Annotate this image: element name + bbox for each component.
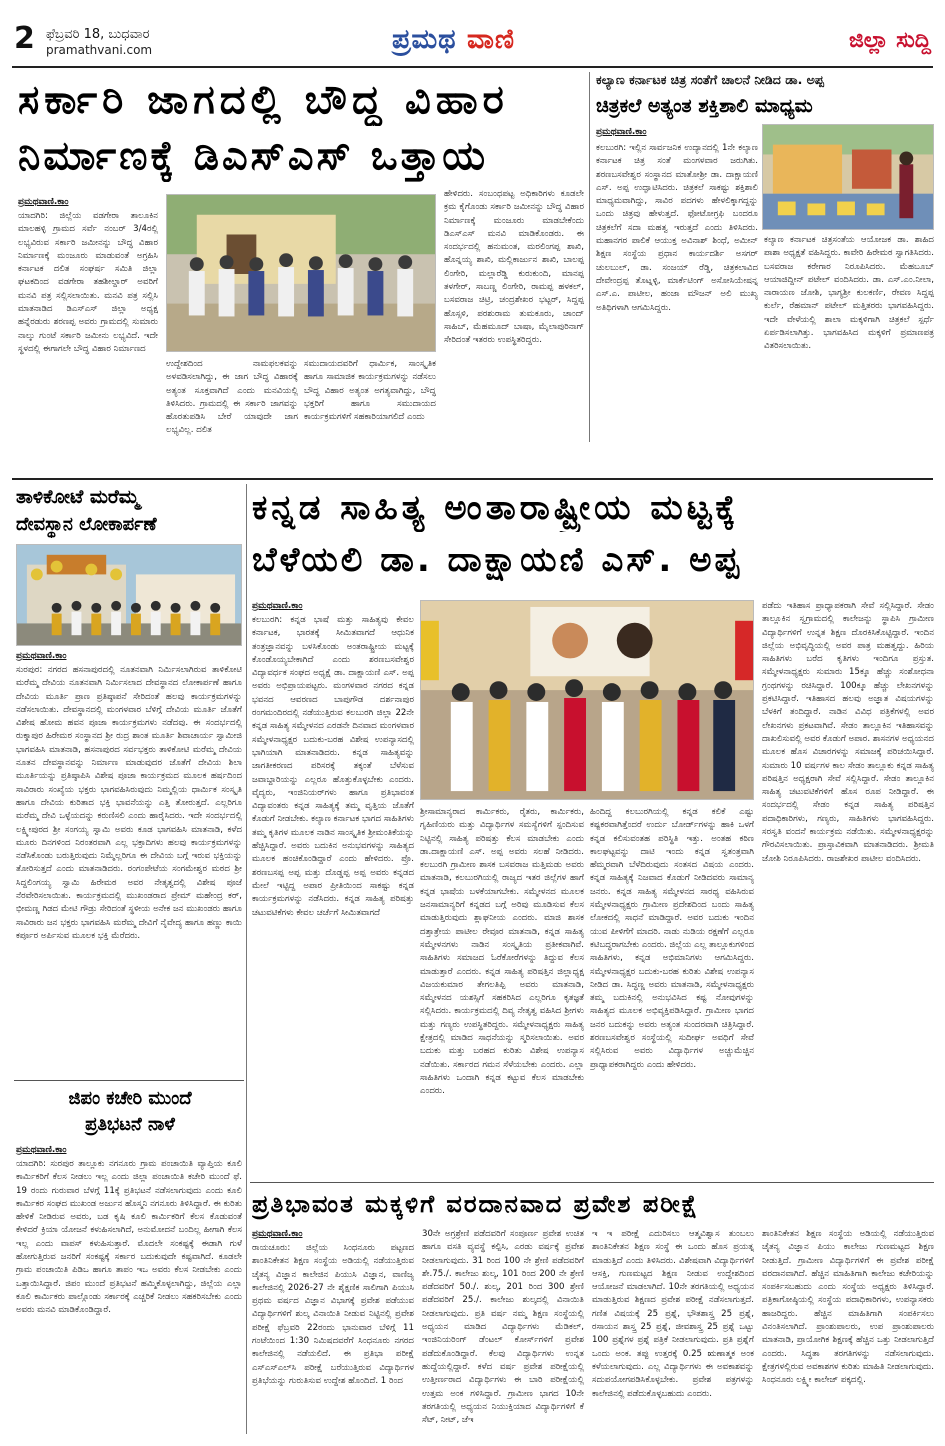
vertical-divider-top <box>589 72 590 442</box>
article6-rule <box>250 1182 934 1183</box>
article5-headline-line2: ಬೆಳೆಯಲಿ ಡಾ. ದಾಕ್ಷಾಯಣಿ ಎಸ್. ಅಪ್ಪ <box>252 540 742 580</box>
article4-rule <box>14 1080 244 1081</box>
article5-byline: ಪ್ರಮಥವಾಣಿ.ಕಾಂ <box>252 601 303 611</box>
article2-headline-line1: ಕಲ್ಯಾಣ ಕರ್ನಾಟಕ ಚಿತ್ರ ಸಂತೆಗೆ ಚಾಲನೆ ನೀಡಿದ ಡಾ. ಅಪ್ಪ <box>596 72 824 87</box>
section-label: ಜಿಲ್ಲಾ ಸುದ್ದಿ <box>849 28 931 53</box>
article4-body: ಯಾದಗಿರಿ: ಸುರಪುರ ತಾಲ್ಲೂಕು ನಗನೂರು ಗ್ರಾಮ ಪಂಚಾಯಿತಿ ವ್ಯಾಪ್ತಿಯ ಕೂಲಿ ಕಾರ್ಮಿಕರಿಗೆ ಕೆಲಸ ನೀಡಲು ಇಲ್ಲ ಎಂದು ಜಿಲ್ಲಾ ಪಂಚಾಯಿತಿ ಕಚೇರಿ ಮುಂದೆ ಫೆ. 19 ರಂದು ಗುರುವಾರ ಬೆಳಗ್ಗೆ 11ಕ್ಕೆ ಪ್ರತಿಭಟನೆ ನಡೆಸಲಾಗುವುದು ಎಂದು ಕೂಲಿ ಕಾರ್ಮಿಕರ ಸಂಘದ ಮುಖಂಡ ಅರ್ಜುನ ಹೊಸ್ಮನಿ ನಗನೂರು ತಿಳಿಸಿದ್ದಾರೆ. ಈ ಕುರಿತು ಹೇಳಿಕೆ ನೀಡಿರುವ ಅವರು, ಬಡ ಕೃಷಿ ಕೂಲಿ ಕಾರ್ಮಿಕರಿಗೆ ಕೆಲಸ ಕೊಡುವಂತೆ ಕೇಳಿದರೆ ಕ್ರಿಯಾ ಯೋಜನೆ ಕಳುಹಿಸಲಾಗಿದೆ, ಅನುಮೋದನೆ ಬಂದಿಲ್ಲ ಹೀಗಾಗಿ ಕೆಲಸ ಇಲ್ಲ ಎಂದು ವಾಪಸ್ ಕಳುಹಿಸುತ್ತಾರೆ. ಮೊದಲೇ ಸಂಕಷ್ಟಕ್ಕೆ ಈಡಾಗಿ ಗುಳೆ ಹೋಗುತ್ತಿರುವ ಜನರಿಗೆ ಸಂಕಷ್ಟಕ್ಕೆ ಸರ್ಕಾರ ಬದುಕುವುದೇ ಕಷ್ಟವಾಗಿದೆ. ಕೂಡಲೇ ಗ್ರಾಮ ಪಂಚಾಯಿತಿ ಪಿಡಿಒ ಹಾಗೂ ತಾಪಂ ಇಒ ಅವರು ಕೆಲಸ ನೀಡಬೇಕು ಎಂದು ಒತ್ತಾಯಿಸಿದ್ದಾರೆ. ಜಿಪಂ ಮುಂದೆ ಪ್ರತಿಭಟನೆ ಹಮ್ಮಿಕೊಳ್ಳಲಾಗಿದ್ದು, ಜಿಲ್ಲೆಯ ಎಲ್ಲಾ ಕೂಲಿ ಕಾರ್ಮಿಕರು ಪಾಲ್ಗೊಂಡು ಸರ್ಕಾರಕ್ಕೆ ಎಚ್ಚರಿಕೆ ನೀಡಲು ಸಹಕರಿಸಬೇಕು ಎಂದು ಅವರು ಮನವಿ ಮಾಡಿಕೊಂಡಿದ್ದಾರೆ. <box>16 1159 242 1316</box>
article2-headline-line2: ಚಿತ್ರಕಲೆ ಅತ್ಯಂತ ಶಕ್ತಿಶಾಲಿ ಮಾಧ್ಯಮ <box>596 95 813 117</box>
issue-date: ಫೆಬ್ರವರಿ 18, ಬುಧವಾರ <box>46 27 150 42</box>
article6-col4: ಶಾಂತಿನಿಕೇತನ ಶಿಕ್ಷಣ ಸಂಸ್ಥೆಯ ಅಡಿಯಲ್ಲಿ ನಡೆಯುತ್ತಿರುವ ಚೈತನ್ಯ ವಿಜ್ಞಾನ ಪಿಯು ಕಾಲೇಜು ಗುಣಮಟ್ಟದ ಶಿಕ್ಷಣ ನೀಡುತ್ತಿದೆ. ಗ್ರಾಮೀಣ ವಿದ್ಯಾರ್ಥಿಗಳಿಗೆ ಈ ಪ್ರವೇಶ ಪರೀಕ್ಷೆ ವರದಾನವಾಗಿದೆ. ಹೆಚ್ಚಿನ ಮಾಹಿತಿಗಾಗಿ ಕಾಲೇಜು ಕಚೇರಿಯನ್ನು ಸಂಪರ್ಕಿಸಬಹುದು ಎಂದು ಸಂಸ್ಥೆಯ ಅಧ್ಯಕ್ಷರು ತಿಳಿಸಿದ್ದಾರೆ. ಪತ್ರಿಕಾಗೋಷ್ಠಿಯಲ್ಲಿ ಸಂಸ್ಥೆಯ ಪದಾಧಿಕಾರಿಗಳು, ಉಪನ್ಯಾಸಕರು ಹಾಜರಿದ್ದರು. ಹೆಚ್ಚಿನ ಮಾಹಿತಿಗಾಗಿ ಸಂಪರ್ಕಿಸಲು ವಿನಂತಿಸಲಾಗಿದೆ. ಪ್ರಾಂಶುಪಾಲರು, ಉಪ ಪ್ರಾಂಶುಪಾಲರು ಮಾತನಾಡಿ, ಪ್ರಾಯೋಗಿಕ ಶಿಕ್ಷಣಕ್ಕೆ ಹೆಚ್ಚಿನ ಒತ್ತು ನೀಡಲಾಗುತ್ತಿದೆ ಎಂದರು. ಸಿದ್ಧತಾ ತರಗತಿಗಳನ್ನು ನಡೆಸಲಾಗುವುದು. ಕ್ಷೇತ್ರಗಳಲ್ಲಿರುವ ಅವಕಾಶಗಳ ಕುರಿತು ಮಾಹಿತಿ ನೀಡಲಾಗುವುದು. ಸಿಂಧನೂರು ಲಕ್ಷ್ಮೀ ಕಾಲೇಜ್ ಪಕ್ಕದಲ್ಲಿ. <box>762 1229 934 1386</box>
article1-col2: ಉದ್ದೇಶದಿಂದ ನಾಮಫಲಕವನ್ನು ಅಳವಡಿಸಲಾಗಿದ್ದು, ಈ ಜಾಗ ಬೌದ್ಧ ವಿಹಾರಕ್ಕೆ ಅತ್ಯಂತ ಸೂಕ್ತವಾಗಿದೆ ಎಂದು ಮನವಿಯಲ್ಲಿ ತಿಳಿಸಿದರು. ಗ್ರಾಮದಲ್ಲಿ ಈ ಸರ್ಕಾರಿ ಜಾಗವನ್ನು ಹೊರತುಪಡಿಸಿ ಬೇರೆ ಯಾವುದೇ ಜಾಗ ಲಭ್ಯವಿಲ್ಲ. ದಲಿತ <box>166 359 298 436</box>
article4-headline-line1: ಜಿಪಂ ಕಚೇರಿ ಮುಂದೆ <box>68 1088 192 1109</box>
article2-col1: ಕಲಬುರಗಿ: ಇಲ್ಲಿನ ಸಾರ್ವಜನಿಕ ಉದ್ಯಾನದಲ್ಲಿ 1ನೇ ಕಲ್ಯಾಣ ಕರ್ನಾಟಕ ಚಿತ್ರ ಸಂತೆ ಮಂಗಳವಾರ ಜರುಗಿತು. ಶರಣಬಸವೇಶ್ವರ ಸಂಸ್ಥಾನದ ಮಾತೋಶ್ರೀ ಡಾ. ದಾಕ್ಷಾಯಣಿ ಎಸ್. ಅಪ್ಪ ಉದ್ಘಾಟಿಸಿದರು. ಚಿತ್ರಕಲೆ ಸಾಕಷ್ಟು ಶಕ್ತಿಶಾಲಿ ಮಾಧ್ಯಮವಾಗಿದ್ದು, ಸಾವಿರ ಪದಗಳು ಹೇಳಲಿಕ್ಕಾಗದ್ದನ್ನು ಒಂದು ಚಿತ್ರವು ಹೇಳುತ್ತದೆ. ಫೋಟೋಗ್ರಫಿ ಬಂದರೂ ಚಿತ್ರಕಲೆಗೆ ಸದಾ ಮಹತ್ವ ಇರುತ್ತದೆ ಎಂದು ತಿಳಿಸಿದರು. ಮಹಾನಗರ ಪಾಲಿಕೆ ಆಯುಕ್ತ ಅವಿನಾಶ್ ಶಿಂಧೆ, ಅಮೀನ್ ಶಿಕ್ಷಣ ಸಂಸ್ಥೆಯ ಪ್ರಧಾನ ಕಾರ್ಯದರ್ಶಿ ಅಸಗರ್ ಚುಲಬುಲ್, ಡಾ. ಸಂಜಯ್ ರೆಡ್ಡಿ, ಚಿತ್ರಕಲಾವಿದ ದೇವೇಂದ್ರಪ್ಪ ತೊಟ್ನಳ್ಳಿ, ಮಾರ್ಕೆಟಿಂಗ್ ಅಸೋಸಿಯೇಷನ್ನ ಎಸ್.ಎ. ಪಾಟೀಲ, ಹಂಜಾ ಮೌಜನ್ ಅಲಿ ಮುಖ್ಯ ಅತಿಥಿಗಳಾಗಿ ಆಗಮಿಸಿದ್ದರು. <box>596 143 758 313</box>
article5-col3: ಹಿಂದಿದ್ದ ಕಲಬುರಗಿಯಲ್ಲಿ ಕನ್ನಡ ಕಲಿಕೆ ಎಷ್ಟು ಕಷ್ಟಕರವಾಗಿತ್ತೆಂದರೆ ಉರ್ದು ಬೋರ್ಡ್‌ಗಳನ್ನು ಹಾಕಿ ಒಳಗೆ ಕನ್ನಡ ಕಲಿಸುವಂತಹ ಪರಿಸ್ಥಿತಿ ಇತ್ತು. ಅಂತಹ ಕಠಿಣ ಕಾಲಘಟ್ಟವನ್ನು ದಾಟಿ ಇಂದು ಕನ್ನಡ ಸ್ವತಂತ್ರವಾಗಿ ಹೆಮ್ಮರವಾಗಿ ಬೆಳೆದಿರುವುದು ಸಂತಸದ ವಿಷಯ ಎಂದರು. ಕನ್ನಡ ಸಾಹಿತ್ಯಕ್ಕೆ ನಿಜವಾದ ಕೊಡುಗೆ ನೀಡಿದವರು ಸಾಮಾನ್ಯ ಜನರು. ಕನ್ನಡ ಸಾಹಿತ್ಯ ಸಮ್ಮೇಳನದ ಸಾರಥ್ಯ ವಹಿಸಿರುವ ಸಮ್ಮೇಳನಾಧ್ಯಕ್ಷರು ಗ್ರಾಮೀಣ ಪ್ರದೇಶದಿಂದ ಬಂದು ಸಾಹಿತ್ಯ ಲೋಕದಲ್ಲಿ ಸಾಧನೆ ಮಾಡಿದ್ದಾರೆ. ಅವರ ಬದುಕು ಇಂದಿನ ಯುವ ಪೀಳಿಗೆಗೆ ಮಾದರಿ. ನಾಡು ನುಡಿಯ ರಕ್ಷಣೆಗೆ ಎಲ್ಲರೂ ಕಟಿಬದ್ಧರಾಗಬೇಕು ಎಂದರು. ಜಿಲ್ಲೆಯ ಎಲ್ಲ ತಾಲ್ಲೂಕುಗಳಿಂದ ಸಾಹಿತಿಗಳು, ಕನ್ನಡ ಅಭಿಮಾನಿಗಳು ಆಗಮಿಸಿದ್ದರು. ಸಮ್ಮೇಳನಾಧ್ಯಕ್ಷರ ಬದುಕು-ಬರಹ ಕುರಿತು ವಿಶೇಷ ಉಪನ್ಯಾಸ ನೀಡಿದ ಡಾ. ಸಿದ್ಧಣ್ಣ ಅವರು ಮಾತನಾಡಿ, ಸಮ್ಮೇಳನಾಧ್ಯಕ್ಷರು ತಮ್ಮ ಬದುಕಿನಲ್ಲಿ ಅನುಭವಿಸಿದ ಕಷ್ಟ ನೋವುಗಳನ್ನು ಸಾಹಿತ್ಯದ ಮೂಲಕ ಅಭಿವ್ಯಕ್ತಿಪಡಿಸಿದ್ದಾರೆ. ಗ್ರಾಮೀಣ ಭಾಗದ ಜನರ ಬದುಕನ್ನು ಅವರು ಅತ್ಯಂತ ಸುಂದರವಾಗಿ ಚಿತ್ರಿಸಿದ್ದಾರೆ. ಶರಣಬಸವೇಶ್ವರ ಸಂಸ್ಥೆಯಲ್ಲಿ ಸುದೀರ್ಘ ಅವಧಿಗೆ ಸೇವೆ ಸಲ್ಲಿಸಿರುವ ಅವರು ವಿದ್ಯಾರ್ಥಿಗಳ ಅಚ್ಚುಮೆಚ್ಚಿನ ಪ್ರಾಧ್ಯಾಪಕರಾಗಿದ್ದರು ಎಂದು ಹೇಳಿದರು. <box>590 807 754 1070</box>
masthead-part2: ವಾಣಿ <box>467 24 516 55</box>
article6-col1: ರಾಯಚೂರು: ಜಿಲ್ಲೆಯ ಸಿಂಧನೂರು ಪಟ್ಟಣದ ಶಾಂತಿನಿಕೇತನ ಶಿಕ್ಷಣ ಸಂಸ್ಥೆಯ ಅಡಿಯಲ್ಲಿ ನಡೆಯುತ್ತಿರುವ ಚೈತನ್ಯ ವಿಜ್ಞಾನ ಕಾಲೇಜಿನ ಪಿಯುಸಿ ವಿಜ್ಞಾನ, ವಾಣಿಜ್ಯ ಕಾಲೇಜಿನಲ್ಲಿ 2026-27 ನೇ ಶೈಕ್ಷಣಿಕ ಸಾಲಿಗಾಗಿ ಪಿಯುಸಿ ಪ್ರಥಮ ವರ್ಷದ ವಿಜ್ಞಾನ ವಿಭಾಗಕ್ಕೆ ಪ್ರವೇಶ ಪಡೆಯುವ ವಿದ್ಯಾರ್ಥಿಗಳಿಗೆ ಶುಲ್ಕ ವಿನಾಯಿತಿ ನೀಡುವ ನಿಟ್ಟಿನಲ್ಲಿ ಪ್ರವೇಶ ಪರೀಕ್ಷೆ ಫೆಬ್ರವರಿ 22ರಂದು ಭಾನುವಾರ ಬೆಳಿಗ್ಗೆ 11 ಗಂಟೆಯಿಂದ 1:30 ನಿಮಿಷದವರೆಗೆ ಸಿಂಧನೂರು ನಗರದ ಕಾಲೇಜಿನಲ್ಲಿ ನಡೆಯಲಿದೆ. ಈ ಪ್ರತಿಭಾ ಪರೀಕ್ಷೆ ಎಸ್ಎಸ್ಎಲ್‌ಸಿ ಪರೀಕ್ಷೆ ಬರೆಯುತ್ತಿರುವ ವಿದ್ಯಾರ್ಥಿಗಳ ಪ್ರತಿಭೆಯನ್ನು ಗುರುತಿಸುವ ಉದ್ದೇಶ ಹೊಂದಿದೆ. 1 ರಿಂದ <box>252 1243 414 1386</box>
vertical-divider-bottom <box>246 484 247 1434</box>
article5-col4: ಪಡೆದು ಇತಿಹಾಸ ಪ್ರಾಧ್ಯಾಪಕರಾಗಿ ಸೇವೆ ಸಲ್ಲಿಸಿದ್ದಾರೆ. ಸೇಡಂ ತಾಲ್ಲೂಕಿನ ಸ್ವಗ್ರಾಮದಲ್ಲಿ ಕಾಲೇಜನ್ನು ಸ್ಥಾಪಿಸಿ ಗ್ರಾಮೀಣ ವಿದ್ಯಾರ್ಥಿಗಳಿಗೆ ಉನ್ನತ ಶಿಕ್ಷಣ ದೊರಕಿಸಿಕೊಟ್ಟಿದ್ದಾರೆ. ಇಂದಿನ ಜಿಲ್ಲೆಯ ಅಭಿವೃದ್ಧಿಯಲ್ಲಿ ಅವರ ಪಾತ್ರ ಮಹತ್ವದ್ದು. ಹಿರಿಯ ಸಾಹಿತಿಗಳು ಬರೆದ ಕೃತಿಗಳು ಇಂದಿಗೂ ಪ್ರಸ್ತುತ. ಸಮ್ಮೇಳನಾಧ್ಯಕ್ಷರು ಸುಮಾರು 15ಕ್ಕೂ ಹೆಚ್ಚು ಸಂಶೋಧನಾ ಗ್ರಂಥಗಳನ್ನು ರಚಿಸಿದ್ದಾರೆ. 100ಕ್ಕೂ ಹೆಚ್ಚು ಲೇಖನಗಳನ್ನು ಪ್ರಕಟಿಸಿದ್ದಾರೆ. ಇತಿಹಾಸದ ಹಲವು ಅಜ್ಞಾತ ವಿಷಯಗಳನ್ನು ಬೆಳಕಿಗೆ ತಂದಿದ್ದಾರೆ. ನಾಡಿನ ವಿವಿಧ ಪತ್ರಿಕೆಗಳಲ್ಲಿ ಅವರ ಲೇಖನಗಳು ಪ್ರಕಟವಾಗಿವೆ. ಸೇಡಂ ತಾಲ್ಲೂಕಿನ ಇತಿಹಾಸವನ್ನು ದಾಖಲಿಸುವಲ್ಲಿ ಅವರ ಕೊಡುಗೆ ಅಪಾರ. ಶಾಸನಗಳ ಅಧ್ಯಯನದ ಮೂಲಕ ಹೊಸ ವಿಚಾರಗಳನ್ನು ಸಮಾಜಕ್ಕೆ ಪರಿಚಯಿಸಿದ್ದಾರೆ. ಸುಮಾರು 10 ವರ್ಷಗಳ ಕಾಲ ಸೇಡಂ ತಾಲ್ಲೂಕು ಕನ್ನಡ ಸಾಹಿತ್ಯ ಪರಿಷತ್ತಿನ ಅಧ್ಯಕ್ಷರಾಗಿ ಸೇವೆ ಸಲ್ಲಿಸಿದ್ದಾರೆ. ಸೇಡಂ ತಾಲ್ಲೂಕಿನ ಸಾಹಿತ್ಯ ಚಟುವಟಿಕೆಗಳಿಗೆ ಹೊಸ ರೂಪ ನೀಡಿದ್ದಾರೆ. ಈ ಸಂದರ್ಭದಲ್ಲಿ ಸೇಡಂ ಕನ್ನಡ ಸಾಹಿತ್ಯ ಪರಿಷತ್ತಿನ ಪದಾಧಿಕಾರಿಗಳು, ಗಣ್ಯರು, ಸಾಹಿತಿಗಳು ಭಾಗವಹಿಸಿದ್ದರು. ಸರಸ್ವತಿ ವಂದನೆ ಕಾರ್ಯಕ್ರಮ ನಡೆಯಿತು. ಸಮ್ಮೇಳನಾಧ್ಯಕ್ಷರನ್ನು ಗೌರವಿಸಲಾಯಿತು. ಪ್ರಾಸ್ತಾವಿಕವಾಗಿ ಮಾತನಾಡಿದರು. ಶ್ರೀಮತಿ ಜೋಶಿ ನಿರೂಪಿಸಿದರು. ರಾಜಶೇಖರ ಪಾಟೀಲ ವಂದಿಸಿದರು. <box>762 601 934 864</box>
article3-headline-line1: ತಾಳಿಕೋಟೆ ಮರೆಮ್ಮ <box>16 486 140 508</box>
article1-byline: ಪ್ರಮಥವಾಣಿ.ಕಾಂ <box>18 197 69 207</box>
page-number: 2 <box>14 21 35 56</box>
article1-col4: ಹೇಳಿದರು. ಸಂಬಂಧಪಟ್ಟ ಅಧಿಕಾರಿಗಳು ಕೂಡಲೇ ಕ್ರಮ ಕೈಗೊಂಡು ಸರ್ಕಾರಿ ಜಮೀನನ್ನು ಬೌದ್ಧ ವಿಹಾರ ನಿರ್ಮಾಣಕ್ಕೆ ಮಂಜೂರು ಮಾಡಬೇಕೆಂದು ಡಿಎಸ್‌ಎಸ್ ಮನವಿ ಮಾಡಿಕೊಂಡರು. ಈ ಸಂದರ್ಭದಲ್ಲಿ ಹನುಮಂತ, ಮರಲಿಂಗಪ್ಪ ಶಾಖಿ, ಹೊನ್ನಯ್ಯ ಶಾಖಿ, ಮಲ್ಲಿಕಾರ್ಜುನ ಶಾಖಿ, ಬಾಲಪ್ಪ ಲಿಂಗೇರಿ, ಮಲ್ಲಾರೆಡ್ಡಿ ಕುರುಕುಂದಿ, ಮಾನಪ್ಪ ತಳಗೇರ್, ಸಾಬಣ್ಣ ಲಿಂಗೇರಿ, ರಾಮಪ್ಪ ಹಳಕಲ್, ಬಸವರಾಜ ಚಿಟ್ರಿ, ಚಂದ್ರಶೇಖರ ಭಟ್ಟರ್, ಸಿದ್ದಪ್ಪ ಹೊಸ್ಸಳಿ, ಪರಶುರಾಮ ತುಮಕೂರು, ಚಾಂದ್ ಸಾಹಿಬ್, ಮೆಹಮೂದ್ ಬಾಷಾ, ಮೈಲಾಪುರಿನಾಗ್ ಸೇರಿದಂತೆ ಇತರರು ಉಪಸ್ಥಿತರಿದ್ದರು. <box>444 189 584 346</box>
article5-headline-line1: ಕನ್ನಡ ಸಾಹಿತ್ಯ ಅಂತಾರಾಷ್ಟ್ರೀಯ ಮಟ್ಟಕ್ಕೆ <box>252 488 740 528</box>
article6-col3: ಇ ಇ ಪರೀಕ್ಷೆ ಎದುರಿಸಲು ಆತ್ಮವಿಶ್ವಾಸ ತುಂಬಲು ಶಾಂತಿನಿಕೇತನ ಶಿಕ್ಷಣ ಸಂಸ್ಥೆ ಈ ಒಂದು ಹೊಸ ಪ್ರಯತ್ನ ಮಾಡುತ್ತಿದೆ ಎಂದು ತಿಳಿಸಿದರು. ವಿಶೇಷವಾಗಿ ವಿದ್ಯಾರ್ಥಿಗಳಿಗೆ ಆಸಕ್ತಿ, ಗುಣಮಟ್ಟದ ಶಿಕ್ಷಣ ನೀಡುವ ಉದ್ದೇಶದಿಂದ ಆಯೋಜನೆ ಮಾಡಲಾಗಿದೆ. 10ನೇ ತರಗತಿಯಲ್ಲಿ ಅಧ್ಯಯನ ಮಾಡುತ್ತಿರುವ ಶಿಕ್ಷಣದ ಪ್ರವೇಶ ಪರೀಕ್ಷೆ ನಡೆಸಲಾಗುತ್ತದೆ. ಗಣಿತ ವಿಷಯಕ್ಕೆ 25 ಪ್ರಶ್ನೆ, ಭೌತಶಾಸ್ತ್ರ 25 ಪ್ರಶ್ನೆ, ರಸಾಯನ ಶಾಸ್ತ್ರ 25 ಪ್ರಶ್ನೆ, ಜೀವಶಾಸ್ತ್ರ 25 ಪ್ರಶ್ನೆ ಒಟ್ಟು 100 ಪ್ರಶ್ನೆಗಳ ಪ್ರಶ್ನೆ ಪತ್ರಿಕೆ ನೀಡಲಾಗುವುದು. ಪ್ರತಿ ಪ್ರಶ್ನೆಗೆ ಒಂದು ಅಂಕ. ತಪ್ಪು ಉತ್ತರಕ್ಕೆ 0.25 ಋಣಾತ್ಮಕ ಅಂಕ ಕಳೆಯಲಾಗುವುದು. ಎಲ್ಲ ವಿದ್ಯಾರ್ಥಿಗಳು ಈ ಅವಕಾಶವನ್ನು ಸದುಪಯೋಗಪಡಿಸಿಕೊಳ್ಳಬೇಕು. ಪ್ರವೇಶ ಪತ್ರಗಳನ್ನು ಕಾಲೇಜಿನಲ್ಲಿ ಪಡೆದುಕೊಳ್ಳಬಹುದು ಎಂದರು. <box>592 1229 754 1399</box>
article3-byline: ಪ್ರಮಥವಾಣಿ.ಕಾಂ <box>16 651 67 661</box>
article6-headline: ಪ್ರತಿಭಾವಂತ ಮಕ್ಕಳಿಗೆ ವರದಾನವಾದ ಪ್ರವೇಶ ಪರೀಕ್ಷೆ <box>252 1190 700 1218</box>
article2-photo <box>762 124 934 230</box>
article5-photo <box>420 600 754 800</box>
article6-byline: ಪ್ರಮಥವಾಣಿ.ಕಾಂ <box>252 1229 303 1239</box>
article3-photo <box>16 544 242 646</box>
article1-col1: ಯಾದಗಿರಿ: ಜಿಲ್ಲೆಯ ವಡಗೇರಾ ತಾಲೂಕಿನ ಮಾಲಹಳ್ಳಿ ಗ್ರಾಮದ ಸರ್ವೆ ನಂಬರ್ 3/4ರಲ್ಲಿ ಲಭ್ಯವಿರುವ ಸರ್ಕಾರಿ ಜಮೀನನ್ನು ಬೌದ್ಧ ವಿಹಾರ ನಿರ್ಮಾಣಕ್ಕೆ ಮಂಜೂರು ಮಾಡುವಂತೆ ಅಗ್ರಹಿಸಿ ಕರ್ನಾಟಕ ದಲಿತ ಸಂಘರ್ಷ ಸಮಿತಿ ಜಿಲ್ಲಾ ಘಟಕದಿಂದ ವಡಗೇರಾ ತಹಶೀಲ್ದಾರ್ ಅವರಿಗೆ ಮನವಿ ಪತ್ರ ಸಲ್ಲಿಸಲಾಯಿತು. ಮನವಿ ಪತ್ರ ಸಲ್ಲಿಸಿ ಮಾತನಾಡಿದ ಡಿಎಸ್‌ಎಸ್ ಜಿಲ್ಲಾ ಅಧ್ಯಕ್ಷ ಹನ್ನೆರಡುರು ಶರಣಪ್ಪ ಅವರು ಗ್ರಾಮದಲ್ಲಿ ಸುಮಾರು ನಾಲ್ಕು ಗುಂಟೆ ಸರ್ಕಾರಿ ಜಮೀನು ಲಭ್ಯವಿದೆ. ಇದೇ ಸ್ಥಳದಲ್ಲಿ ಈಗಾಗಲೇ ಬೌದ್ಧ ವಿಹಾರ ನಿರ್ಮಾಣದ <box>18 211 158 354</box>
article4-byline: ಪ್ರಮಥವಾಣಿ.ಕಾಂ <box>16 1145 67 1155</box>
article3-body: ಸುರಪುರ: ನಗರದ ಹಸನಾಪುರದಲ್ಲಿ ನೂತನವಾಗಿ ನಿರ್ಮಿಸಲಾಗಿರುವ ತಾಳಿಕೋಟಿ ಮರೆಮ್ಮ ದೇವಿಯ ನೂತನವಾಗಿ ನಿರ್ಮಿಸಲಾದ ದೇವಸ್ಥಾನದ ಲೋಕಾರ್ಪಣೆ ಹಾಗೂ ದೇವಿಯ ಮೂರ್ತಿ ಪ್ರಾಣ ಪ್ರತಿಷ್ಠಾಪನೆ ಸೇರಿದಂತೆ ಹಲವು ಕಾರ್ಯಕ್ರಮಗಳನ್ನು ನಡೆಸಲಾಯಿತು. ದೇವಸ್ಥಾನದಲ್ಲಿ ಮಂಗಳವಾರ ಬೆಳಿಗ್ಗೆ ದೇವಿಯ ಮೂರ್ತಿ ಜೊತೆಗೆ ವಿಶೇಷ ಹೋಮ ಹವನ ಪೂಜಾ ಕಾರ್ಯಕ್ರಮಗಳು ನಡೆದವು. ಈ ಸಂದರ್ಭದಲ್ಲಿ ರುಕ್ಮಾಪುರ ಹಿರೇಮಠ ಸಂಸ್ಥಾನದ ಶ್ರೀ ರುದ್ರ ಶಾಂತ ಮೂರ್ತಿ ಶಿವಾಚಾರ್ಯ ಸ್ವಾಮೀಜಿ ಭಾಗವಹಿಸಿ ಮಾತನಾಡಿ, ಹಸನಾಪುರದ ಸರ್ವಭಕ್ತರು ತಾಳಿಕೋಟಿ ಮರೆಮ್ಮ ದೇವಿಯ ನೂತನ ದೇವಸ್ಥಾನವನ್ನು ನಿರ್ಮಾಣ ಮಾಡುವುದರ ಜೊತೆಗೆ ದೇವಿಯ ಶಿಲಾ ಮೂರ್ತಿಯನ್ನು ಪ್ರತಿಷ್ಠಾಪಿಸಿ ವಿಶೇಷ ಪೂಜಾ ಕಾರ್ಯಕ್ರಮದ ಮೂಲಕ ಹರ್ಷದಿಂದ ಸಾವಿರಾರು ಸಂಖ್ಯೆಯ ಭಕ್ತರು ಭಾಗವಹಿಸಿರುವುದು ನಿಮ್ಮಲ್ಲಿಯ ಧಾರ್ಮಿಕ ಸಂಸ್ಕೃತಿ ಹಾಗೂ ದೇವಿಯ ಕುರಿತಾದ ಭಕ್ತಿ ಭಾವನೆಯನ್ನು ಎತ್ತಿ ತೋರುತ್ತದೆ. ಎಲ್ಲರಿಗೂ ಮರೆಮ್ಮ ದೇವಿ ಒಳ್ಳೆಯದನ್ನು ಕರುಣಿಸಲಿ ಎಂದು ಹಾರೈಸಿದರು. ಇದೇ ಸಂದರ್ಭದಲ್ಲಿ ಲಕ್ಷ್ಮೀಪುರದ ಶ್ರೀ ಸಂಗಯ್ಯ ಸ್ವಾಮಿ ಅವರು ಕೂಡ ಭಾಗವಹಿಸಿ ಮಾತನಾಡಿ, ಕಳೆದ ಮೂರು ದಿನಗಳಿಂದ ನಿರಂತರವಾಗಿ ಎಲ್ಲ ಭಕ್ತಾದಿಗಳು ಹಲವು ಕಾರ್ಯಕ್ರಮಗಳನ್ನು ನಡೆಸಿಕೊಂಡು ಬರುತ್ತಿರುವುದು ನಿಮ್ಮೆಲ್ಲರಿಗೂ ಈ ದೇವಿಯ ಬಗ್ಗೆ ಇರುವ ಭಕ್ತಿಯನ್ನು ತೋರಿಸುತ್ತದೆ ಎಂದು ಮಾತನಾಡಿದರು. ರಂಗಂಪೇಟೆಯ ಸಂಗಮೇಶ್ವರ ಮಠದ ಶ್ರೀ ಸಿದ್ದಲಿಂಗಯ್ಯ ಸ್ವಾಮಿ ಹಿರೇಮಠ ಅವರ ನೇತೃತ್ವದಲ್ಲಿ ವಿಶೇಷ ಪೂಜೆ ನೆರವೇರಿಸಲಾಯಿತು. ಕಾರ್ಯಕ್ರಮದಲ್ಲಿ ಮುಖಂಡರಾದ ಪ್ರೇಮ್ ಮಹೇಂದ್ರ ಕರ್, ಭೀಮಣ್ಣ ಗಿಡದ ಮೇಟಿ ಗೌಡ್ರು ಸೇರಿದಂತೆ ಸ್ಥಳೀಯ ಅನೇಕ ಜನ ಮುಖಂಡರು ಹಾಗೂ ಸಾವಿರಾರು ಜನ ಭಕ್ತರು ಭಾಗವಹಿಸಿ ಮರೆಮ್ಮ ದೇವಿಗೆ ನೈವೇದ್ಯ ಹಾಗೂ ಹಣ್ಣು ಕಾಯಿ ಕರ್ಪೂರ ಅರ್ಪಿಸುವ ಮೂಲಕ ಭಕ್ತಿ ಮೆರೆದರು. <box>16 665 242 941</box>
article1-col3: ಸಮುದಾಯದವರಿಗೆ ಧಾರ್ಮಿಕ, ಸಾಂಸ್ಕೃತಿಕ ಹಾಗೂ ಸಾಮಾಜಿಕ ಕಾರ್ಯಕ್ರಮಗಳನ್ನು ನಡೆಸಲು ಬೌದ್ಧ ವಿಹಾರ ಅತ್ಯಂತ ಅಗತ್ಯವಾಗಿದ್ದು, ಬೌದ್ಧ ಭಕ್ತರಿಗೆ ಹಾಗೂ ಸಮುದಾಯದ ಕಾರ್ಯಕ್ರಮಗಳಿಗೆ ಸಹಕಾರಿಯಾಗಲಿದೆ ಎಂದು <box>304 359 436 423</box>
mid-rule <box>12 478 933 480</box>
article1-headline-line2: ನಿರ್ಮಾಣಕ್ಕೆ ಡಿಎಸ್‌ಎಸ್ ಒತ್ತಾಯ <box>18 133 489 179</box>
article1-headline-line1: ಸರ್ಕಾರಿ ಜಾಗದಲ್ಲಿ ಬೌದ್ಧ ವಿಹಾರ <box>18 77 509 123</box>
masthead <box>392 24 515 56</box>
article5-col2: ಶ್ರೀಸಾಮಾನ್ಯರಾದ ಕಾರ್ಮಿಕರು, ರೈತರು, ಕಾರ್ಮಿಕರು, ಗೃಹಿಣಿಯರು ಮತ್ತು ವಿದ್ಯಾರ್ಥಿಗಳ ಸಮಸ್ಯೆಗಳಿಗೆ ಸ್ಪಂದಿಸುವ ನಿಟ್ಟಿನಲ್ಲಿ ಸಾಹಿತ್ಯ ಪರಿಷತ್ತು ಕೆಲಸ ಮಾಡಬೇಕು ಎಂದು ಡಾ.ದಾಕ್ಷಾಯಣಿ ಎಸ್. ಅಪ್ಪ ಅವರು ಸಲಹೆ ನೀಡಿದರು. ಕಲಬುರಗಿ ಗ್ರಾಮೀಣ ಶಾಸಕ ಬಸವರಾಜ ಮತ್ತಿಮಡು ಅವರು ಮಾತನಾಡಿ, ಕಲಬುರಗಿಯಲ್ಲಿ ರಾಜ್ಯದ ಇತರ ಜಿಲ್ಲೆಗಳ ಹಾಗೆ ಕನ್ನಡ ಭಾಷೆಯ ಬಳಕೆಯಾಗಬೇಕು. ಸಮ್ಮೇಳನದ ಮೂಲಕ ಜನಸಾಮಾನ್ಯರಿಗೆ ಕನ್ನಡದ ಬಗ್ಗೆ ಅರಿವು ಮೂಡಿಸುವ ಕೆಲಸ ಮಾಡುತ್ತಿರುವುದು ಶ್ಲಾಘನೀಯ ಎಂದರು. ಮಾಜಿ ಶಾಸಕ ದತ್ತಾತ್ರೇಯ ಪಾಟೀಲ ರೇವೂರ ಮಾತನಾಡಿ, ಕನ್ನಡ ಸಾಹಿತ್ಯ ಸಮ್ಮೇಳನಗಳು ನಾಡಿನ ಸಂಸ್ಕೃತಿಯ ಪ್ರತೀಕವಾಗಿವೆ. ಸಾಹಿತಿಗಳು ಸಮಾಜದ ಓರೆಕೋರೆಗಳನ್ನು ತಿದ್ದುವ ಕೆಲಸ ಮಾಡುತ್ತಾರೆ ಎಂದರು. ಕನ್ನಡ ಸಾಹಿತ್ಯ ಪರಿಷತ್ತಿನ ಜಿಲ್ಲಾಧ್ಯಕ್ಷ ವಿಜಯಕುಮಾರ ತೇಗಲತಿಪ್ಪಿ ಅವರು ಮಾತನಾಡಿ, ಸಮ್ಮೇಳನದ ಯಶಸ್ಸಿಗೆ ಸಹಕರಿಸಿದ ಎಲ್ಲರಿಗೂ ಕೃತಜ್ಞತೆ ಸಲ್ಲಿಸಿದರು. ಕಾರ್ಯಕ್ರಮದಲ್ಲಿ ದಿವ್ಯ ನೇತೃತ್ವ ವಹಿಸಿದ ಶ್ರೀಗಳು ಮತ್ತು ಗಣ್ಯರು ಉಪಸ್ಥಿತರಿದ್ದರು. ಸಮ್ಮೇಳನಾಧ್ಯಕ್ಷರು ಸಾಹಿತ್ಯ ಕ್ಷೇತ್ರದಲ್ಲಿ ಮಾಡಿದ ಸಾಧನೆಯನ್ನು ಸ್ಮರಿಸಲಾಯಿತು. ಅವರ ಬದುಕು ಮತ್ತು ಬರಹದ ಕುರಿತು ವಿಶೇಷ ಉಪನ್ಯಾಸ ನಡೆಯಿತು. ಸರ್ಕಾರದ ಗಮನ ಸೆಳೆಯಬೇಕು ಎಂದರು. ಎಲ್ಲಾ ಸಾಹಿತಿಗಳು ಒಂದಾಗಿ ಕನ್ನಡ ಕಟ್ಟುವ ಕೆಲಸ ಮಾಡಬೇಕು ಎಂದರು. <box>420 807 584 1097</box>
header-rule <box>12 66 933 68</box>
article2-col2: ಕಲ್ಯಾಣ ಕರ್ನಾಟಕ ಚಿತ್ರಸಂತೆಯ ಆಯೋಜಕ ಡಾ. ಶಾಹಿದ ಪಾಶಾ ಅಧ್ಯಕ್ಷತೆ ವಹಿಸಿದ್ದರು. ಕಾವೇರಿ ಹಿರೇಮಠ ಸ್ವಾಗತಿಸಿದರು. ಬಸವರಾಜ ಕರೇಗಾರ ನಿರೂಪಿಸಿದರು. ಮೆಹಬೂಬ್ ಆಯಾಜಿದ್ದೀನ್ ಪಟೇಲ್ ವಂದಿಸಿದರು. ಡಾ. ಎಸ್.ಎಂ.ನೀಲಾ, ನಾರಾಯಣ ಜೋಶಿ, ಭಾಗ್ಯಶ್ರೀ ಕುಲಕರ್ಣಿ, ರೇವಣ ಸಿದ್ದಪ್ಪ ಕುರ್ಲೆ, ರೆಹಮಾನ್ ಪಟೇಲ್ ಮತ್ತಿತರರು ಭಾಗವಹಿಸಿದ್ದರು. ಇದೇ ವೇಳೆಯಲ್ಲಿ ಶಾಲಾ ಮಕ್ಕಳಿಗಾಗಿ ಚಿತ್ರಕಲೆ ಸ್ಪರ್ಧೆ ಏರ್ಪಡಿಸಲಾಗಿತ್ತು. ಭಾಗವಹಿಸಿದ ಮಕ್ಕಳಿಗೆ ಪ್ರಮಾಣಪತ್ರ ವಿತರಿಸಲಾಯಿತು. <box>764 235 934 352</box>
article2-byline: ಪ್ರಮಥವಾಣಿ.ಕಾಂ <box>596 127 647 137</box>
article1-photo <box>166 194 436 352</box>
article5-col1: ಕಲಬುರಗಿ: ಕನ್ನಡ ಭಾಷೆ ಮತ್ತು ಸಾಹಿತ್ಯವು ಕೇವಲ ಕರ್ನಾಟಕ, ಭಾರತಕ್ಕೆ ಸೀಮಿತವಾಗದೆ ಆಧುನಿಕ ತಂತ್ರಜ್ಞಾನವನ್ನು ಬಳಸಿಕೊಂಡು ಅಂತರಾಷ್ಟ್ರೀಯ ಮಟ್ಟಕ್ಕೆ ಕೊಂಡೊಯ್ಯಬೇಕಾಗಿದೆ ಎಂದು ಶರಣಬಸವೇಶ್ವರ ವಿದ್ಯಾವರ್ಧಕ ಸಂಘದ ಅಧ್ಯಕ್ಷೆ ಡಾ. ದಾಕ್ಷಾಯಣಿ ಎಸ್. ಅಪ್ಪ ಅವರು ಅಭಿಪ್ರಾಯಪಟ್ಟರು. ಮಂಗಳವಾರ ನಗರದ ಕನ್ನಡ ಭವನದ ಆವರಣದ ಬಾಪುಗೌಡ ದರ್ಶನಾಪುರ ರಂಗಮಂದಿರದಲ್ಲಿ ನಡೆಯುತ್ತಿರುವ ಕಲಬುರಗಿ ಜಿಲ್ಲಾ 22ನೇ ಕನ್ನಡ ಸಾಹಿತ್ಯ ಸಮ್ಮೇಳನದ ಎರಡನೇ ದಿನವಾದ ಮಂಗಳವಾರ ಸಮ್ಮೇಳನಾಧ್ಯಕ್ಷರ ಬದುಕು-ಬರಹ ವಿಶೇಷ ಉಪನ್ಯಾಸದಲ್ಲಿ ಭಾಗಿಯಾಗಿ ಮಾತನಾಡಿದರು. ಕನ್ನಡ ಸಾಹಿತ್ಯವನ್ನು ಜಾಗತೀಕರಣದ ಪರಿಸರಕ್ಕೆ ತಕ್ಕಂತೆ ಬೆಳೆಸುವ ಜವಾಬ್ದಾರಿಯನ್ನು ಎಲ್ಲರೂ ಹೊತ್ತುಕೊಳ್ಳಬೇಕು ಎಂದರು. ವೈದ್ಯರು, ಇಂಜಿನಿಯರ್‌ಗಳು ಹಾಗೂ ಪ್ರತಿಭಾವಂತ ವಿದ್ಯಾವಂತರು ಕನ್ನಡ ಸಾಹಿತ್ಯಕ್ಕೆ ತಮ್ಮ ವೃತ್ತಿಯ ಜೊತೆಗೆ ಕೊಡುಗೆ ನೀಡಬೇಕು. ಕಲ್ಯಾಣ ಕರ್ನಾಟಕ ಭಾಗದ ಸಾಹಿತಿಗಳು ತಮ್ಮ ಕೃತಿಗಳ ಮೂಲಕ ನಾಡಿನ ಸಾಂಸ್ಕೃತಿಕ ಶ್ರೀಮಂತಿಕೆಯನ್ನು ಹೆಚ್ಚಿಸಿದ್ದಾರೆ. ಅವರು ಬದುಕಿನ ಅನುಭವಗಳನ್ನು ಸಾಹಿತ್ಯದ ಮೂಲಕ ಹಂಚಿಕೊಂಡಿದ್ದಾರೆ ಎಂದು ಹೇಳಿದರು. ಪ್ರೊ. ಶರಣಬಸಪ್ಪ ಅಪ್ಪ ಮತ್ತು ದೊಡ್ಡಪ್ಪ ಅಪ್ಪ ಅವರು ಕನ್ನಡದ ಮೇಲೆ ಇಟ್ಟಿದ್ದ ಅಪಾರ ಪ್ರೀತಿಯಿಂದ ಸಾಕಷ್ಟು ಕನ್ನಡ ಕಾರ್ಯಕ್ರಮಗಳನ್ನು ನಡೆಸಿದರು. ಕನ್ನಡ ಸಾಹಿತ್ಯ ಪರಿಷತ್ತು ಚಟುವಟಿಕೆಗಳು ಕೇವಲ ಚರ್ಚೆಗೆ ಸೀಮಿತವಾಗದೆ <box>252 615 414 918</box>
website-url[interactable]: pramathvani.com <box>46 43 153 57</box>
article3-headline-line2: ದೇವಸ್ಥಾನ ಲೋಕಾರ್ಪಣೆ <box>16 514 157 535</box>
masthead-part1: ಪ್ರಮಥ <box>392 24 457 55</box>
article6-col2: 30ನೇ ಅಗ್ರಶ್ರೇಣಿ ಪಡೆದವರಿಗೆ ಸಂಪೂರ್ಣ ಪ್ರವೇಶ ಉಚಿತ ಹಾಗೂ ವಸತಿ ವ್ಯವಸ್ಥೆ ಕಲ್ಪಿಸಿ, ಎರಡು ವರ್ಷಕ್ಕೆ ಪ್ರವೇಶ ನೀಡಲಾಗುವುದು. 31 ರಿಂದ 100 ನೇ ಶ್ರೇಣಿ ಪಡೆದವರಿಗೆ ಶೇ.75./. ಕಾಲೇಜು ಶುಲ್ಕ, 101 ರಿಂದ 200 ನೇ ಶ್ರೇಣಿ ಪಡೆದವರಿಗೆ 50./. ಶುಲ್ಕ, 201 ರಿಂದ 300 ಶ್ರೇಣಿ ಪಡೆದವರಿಗೆ 25./. ಕಾಲೇಜು ಶುಲ್ಕದಲ್ಲಿ ವಿನಾಯಿತಿ ನೀಡಲಾಗುವುದು. ಪ್ರತಿ ವರ್ಷ ನಮ್ಮ ಶಿಕ್ಷಣ ಸಂಸ್ಥೆಯಲ್ಲಿ ಅಧ್ಯಯನ ಮಾಡಿದ ವಿದ್ಯಾರ್ಥಿಗಳು ಮೆಡಿಕಲ್, ಇಂಜಿನಿಯರಿಂಗ್ ಡೆಂಟಲ್ ಕೋರ್ಸ್‌ಗಳಿಗೆ ಪ್ರವೇಶ ಪಡೆದುಕೊಂಡಿದ್ದಾರೆ. ಕೆಲವು ವಿದ್ಯಾರ್ಥಿಗಳು ಉನ್ನತ ಹುದ್ದೆಯಲ್ಲಿದ್ದಾರೆ. ಕಳೆದ ವರ್ಷ ಪ್ರವೇಶ ಪರೀಕ್ಷೆಯಲ್ಲಿ ಉತ್ತೀರ್ಣರಾದ ವಿದ್ಯಾರ್ಥಿಗಳು ಈ ಬಾರಿ ಪರೀಕ್ಷೆಯಲ್ಲಿ ಉತ್ತಮ ಅಂಕ ಗಳಿಸಿದ್ದಾರೆ. ಗ್ರಾಮೀಣ ಭಾಗದ 10ನೇ ತರಗತಿಯಲ್ಲಿ ಅಧ್ಯಯನ ನಿಯುಕ್ತಿಯಾದ ವಿದ್ಯಾರ್ಥಿಗಳಿಗೆ ಕೆ ಸೆಟ್, ನೀಟ್, ಜೆಇ <box>422 1229 584 1426</box>
article4-headline-line2: ಪ್ರತಿಭಟನೆ ನಾಳೆ <box>85 1114 175 1135</box>
